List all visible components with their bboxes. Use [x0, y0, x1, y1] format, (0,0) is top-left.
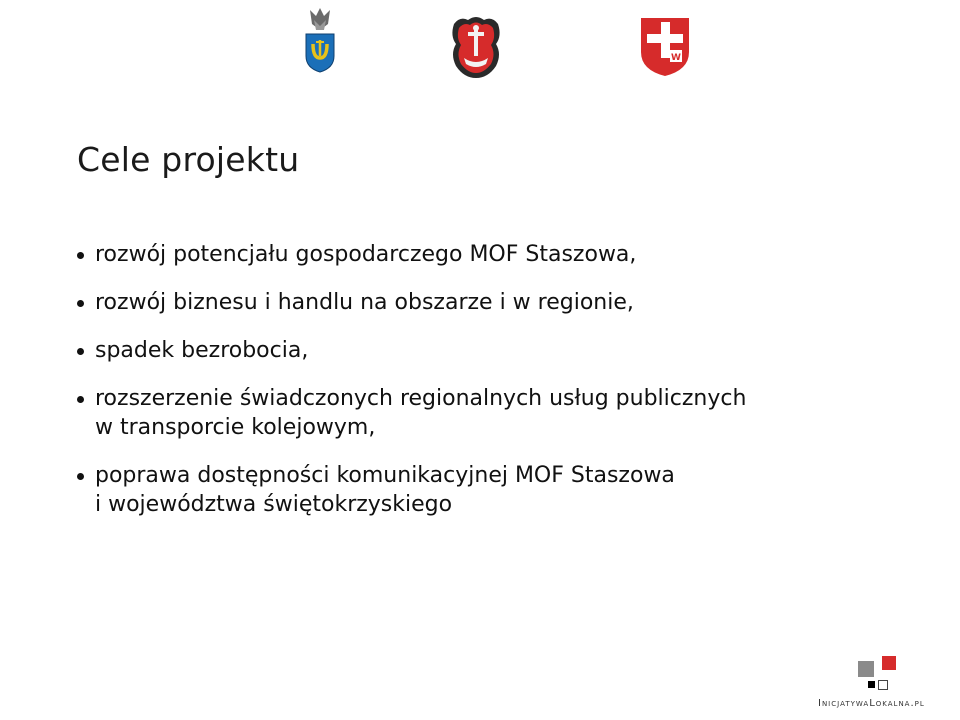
logo-square-outline-icon — [878, 680, 888, 690]
bullet-dot-icon — [77, 473, 84, 480]
slide-title: Cele projektu — [77, 140, 300, 179]
coat-of-arms-eagle-icon — [300, 6, 340, 74]
logo-square-gray-icon — [858, 661, 874, 677]
bullet-item — [75, 461, 895, 519]
bullet-dot-icon — [77, 252, 84, 259]
coat-of-arms-cross-icon — [638, 16, 692, 78]
bullet-dot-icon — [77, 396, 84, 403]
bullet-dot-icon — [77, 300, 84, 307]
bullet-text-continued: w transporcie kolejowym, — [95, 415, 376, 440]
bullet-dot-icon — [77, 348, 84, 355]
bullet-text: poprawa dostępności komunikacyjnej MOF Staszowa — [95, 463, 675, 488]
bullet-text: rozwój biznesu i handlu na obszarze i w regionie, — [95, 290, 634, 315]
bullet-list — [75, 240, 895, 538]
bullet-item — [75, 240, 895, 269]
bullet-text: rozwój potencjału gospodarczego MOF Staszowa, — [95, 242, 637, 267]
bullet-text-continued: i województwa świętokrzyskiego — [95, 492, 453, 517]
bullet-item — [75, 384, 895, 442]
bullet-text: spadek bezrobocia, — [95, 338, 309, 363]
footer-logo — [812, 652, 952, 716]
crest-letter: W — [671, 53, 681, 63]
crests-row — [0, 0, 960, 90]
bullet-text: rozszerzenie świadczonych regionalnych usług publicznych — [95, 386, 747, 411]
logo-square-red-icon — [882, 656, 896, 670]
bullet-item — [75, 336, 895, 365]
brand-name: InicjatywaLokalna.pl — [818, 698, 925, 709]
coat-of-arms-ornate-icon — [450, 14, 502, 80]
bullet-item — [75, 288, 895, 317]
logo-square-black-icon — [868, 681, 875, 688]
